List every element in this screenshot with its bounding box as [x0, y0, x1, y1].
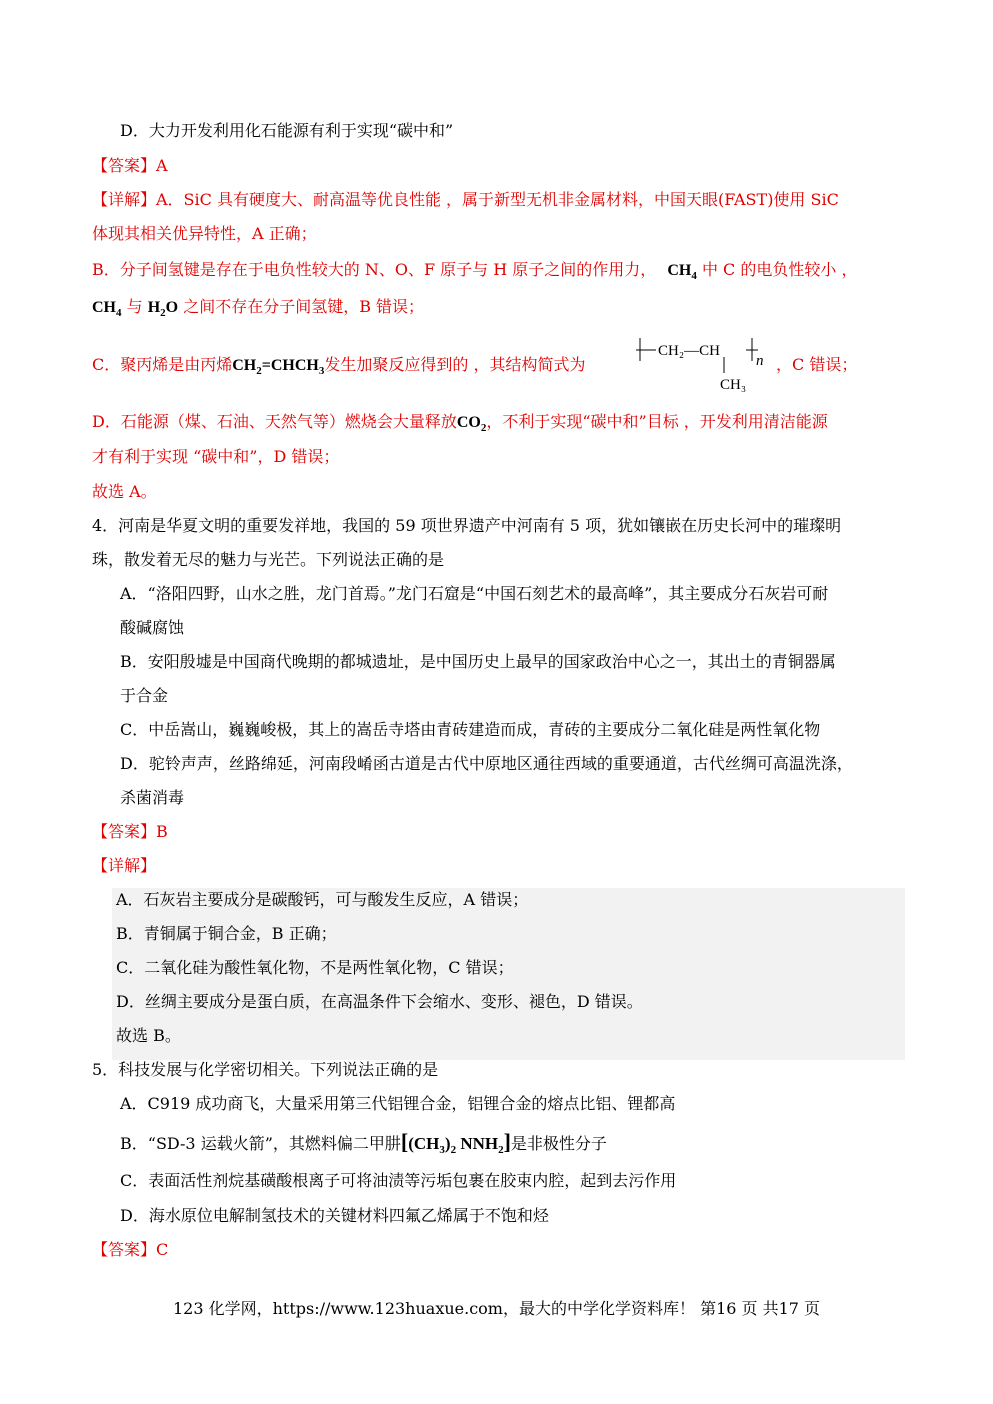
q4-detail-label: 【详解】	[92, 856, 157, 875]
udmh-formula	[400, 1129, 511, 1156]
q4-option-d-line1: D．驼铃声声，丝路绵延，河南段崤函古道是古代中原地区通往西域的重要通道，古代丝绸可高温洗涤，	[120, 754, 853, 773]
ch4-base: CH	[667, 262, 692, 279]
q5-option-b	[120, 1131, 607, 1157]
q3-detail-d-line2: 才有利于实现 “碳中和”，D 错误；	[92, 447, 340, 466]
polymer-branch-text: CH₃	[720, 377, 747, 393]
q5-option-b-text-b: 是非极性分子	[510, 1134, 607, 1153]
polymer-main-text: CH₂—CH	[658, 343, 720, 359]
udmh-sub3: 2	[498, 1144, 504, 1156]
ch4-sub-2: 4	[116, 307, 122, 319]
propene-formula	[232, 357, 325, 377]
q3-detail-d-line1	[92, 411, 828, 435]
udmh-sub2: 2	[450, 1144, 457, 1156]
q3-detail-b-text-c: 之间不存在分子间氢键，B 错误；	[183, 297, 425, 316]
q5-option-a: A．C919 成功商飞，大量采用第三代铝锂合金，铝锂合金的熔点比铝、锂都高	[120, 1094, 676, 1113]
propene-ch: CH	[232, 357, 257, 374]
q3-detail-b-line1	[92, 259, 857, 283]
q3-detail-d-text-a: D．石能源（煤、石油、天然气等）燃烧会大量释放	[92, 412, 457, 431]
propene-mid: =CHCH	[261, 357, 319, 374]
bracket-close: ]	[503, 1129, 511, 1154]
bracket-open: [	[400, 1129, 409, 1154]
q3-detail-a-line1: 【详解】A．SiC 具有硬度大、耐高温等优良性能 ，属于新型无机非金属材料，中国天眼(FAST)使用 SiC	[92, 190, 839, 209]
q4-answer-value: B	[156, 822, 168, 841]
q4-stem-line2: 珠，散发着无尽的魅力与光芒。下列说法正确的是	[92, 550, 445, 569]
q3-detail-c-line	[92, 354, 585, 378]
q5-option-b-text-a: B．“SD-3 运载火箭”，其燃料偏二甲肼	[120, 1134, 401, 1153]
page-footer: 123 化学网，https://www.123huaxue.com，最大的中学化学资料库！ 第16 页 共17 页	[172, 1299, 821, 1318]
q5-stem: 5．科技发展与化学密切相关。下列说法正确的是	[92, 1060, 439, 1079]
q3-detail-c-text-a: C．聚丙烯是由丙烯	[92, 355, 233, 374]
q3-detail-b-text-a: B．分子间氢键是存在于电负性较大的 N、O、F 原子与 H 原子之间的作用力，	[92, 260, 657, 279]
q3-detail-b-and: 与	[126, 297, 143, 316]
q4-stem-line1: 4．河南是华夏文明的重要发祥地，我国的 59 项世界遗产中河南有 5 项，犹如镶嵌在历史长河中的璀璨明	[92, 516, 842, 535]
co2-sub: 2	[480, 422, 487, 434]
q3-detail-b-line2	[92, 296, 424, 320]
q4-option-a-line2: 酸碱腐蚀	[120, 618, 185, 637]
q5-answer	[92, 1239, 168, 1261]
polymer-n-text: n	[756, 353, 764, 369]
q4-option-c: C．中岳嵩山，巍巍峻极，其上的嵩岳寺塔由青砖建造而成，青砖的主要成分二氧化硅是两性氧化物	[120, 720, 821, 739]
q3-detail-b-text-b: 中 C 的电负性较小 ，	[701, 260, 858, 279]
co2-formula	[456, 414, 487, 434]
ch4-sub: 4	[691, 270, 697, 282]
q4-option-b-line1: B．安阳殷墟是中国商代晚期的都城遗址，是中国历史上最早的国家政治中心之一，其出土的青铜器属	[120, 652, 836, 671]
h2o-h: H	[147, 299, 161, 316]
q4-explanation-b: B．青铜属于铜合金，B 正确；	[116, 924, 337, 943]
q5-option-d: D．海水原位电解制氢技术的关键材料四氟乙烯属于不饱和烃	[120, 1206, 549, 1225]
h2o-o: O	[165, 299, 179, 316]
q5-answer-label: 【答案】	[92, 1240, 157, 1259]
udmh-part1: (CH	[408, 1134, 440, 1153]
propene-sub2: 3	[318, 365, 325, 377]
h2o-formula	[147, 299, 179, 319]
q3-answer: 【答案】A	[92, 156, 168, 175]
q3-detail-d-text-b: ，不利于实现“碳中和”目标 ，开发利用清洁能源	[486, 412, 828, 431]
q4-answer	[92, 821, 168, 843]
co2-base: CO	[456, 414, 481, 431]
q5-answer-value: C	[156, 1240, 169, 1259]
udmh-sub1: 3	[439, 1144, 445, 1156]
udmh-part3: NNH	[456, 1134, 499, 1153]
ch4-formula-2	[92, 299, 122, 319]
q3-option-d: D．大力开发利用化石能源有利于实现“碳中和”	[120, 121, 454, 140]
q4-choose: 故选 B。	[116, 1026, 181, 1045]
q4-explanation-a: A．石灰岩主要成分是碳酸钙，可与酸发生反应，A 错误；	[116, 890, 529, 909]
polypropylene-structure	[636, 333, 776, 393]
q4-answer-label: 【答案】	[92, 822, 157, 841]
propene-sub1: 2	[256, 365, 262, 377]
q3-detail-c-text-b: 发生加聚反应得到的 ，其结构简式为	[324, 355, 586, 374]
udmh-part2: )	[444, 1134, 451, 1153]
q3-detail-c-text-c: ，C 错误；	[776, 355, 858, 374]
q4-option-d-line2: 杀菌消毒	[120, 788, 185, 807]
q4-option-b-line2: 于合金	[120, 686, 169, 705]
q3-detail-a-line2: 体现其相关优异特性，A 正确；	[92, 224, 317, 243]
ch4-base-2: CH	[92, 299, 116, 316]
q4-explanation-d: D．丝绸主要成分是蛋白质，在高温条件下会缩水、变形、褪色，D 错误。	[116, 992, 643, 1011]
ch4-formula	[667, 262, 697, 282]
q4-option-a-line1: A．“洛阳四野，山水之胜，龙门首焉。”龙门石窟是“中国石刻艺术的最高峰”，其主要成分石灰岩可耐	[120, 584, 829, 603]
q4-explanation-c: C．二氧化硅为酸性氧化物，不是两性氧化物，C 错误；	[116, 958, 514, 977]
q5-option-c: C．表面活性剂烷基磺酸根离子可将油渍等污垢包裹在胶束内腔，起到去污作用	[120, 1171, 677, 1190]
h2o-sub: 2	[160, 307, 166, 319]
q3-choose: 故选 A。	[92, 482, 157, 501]
